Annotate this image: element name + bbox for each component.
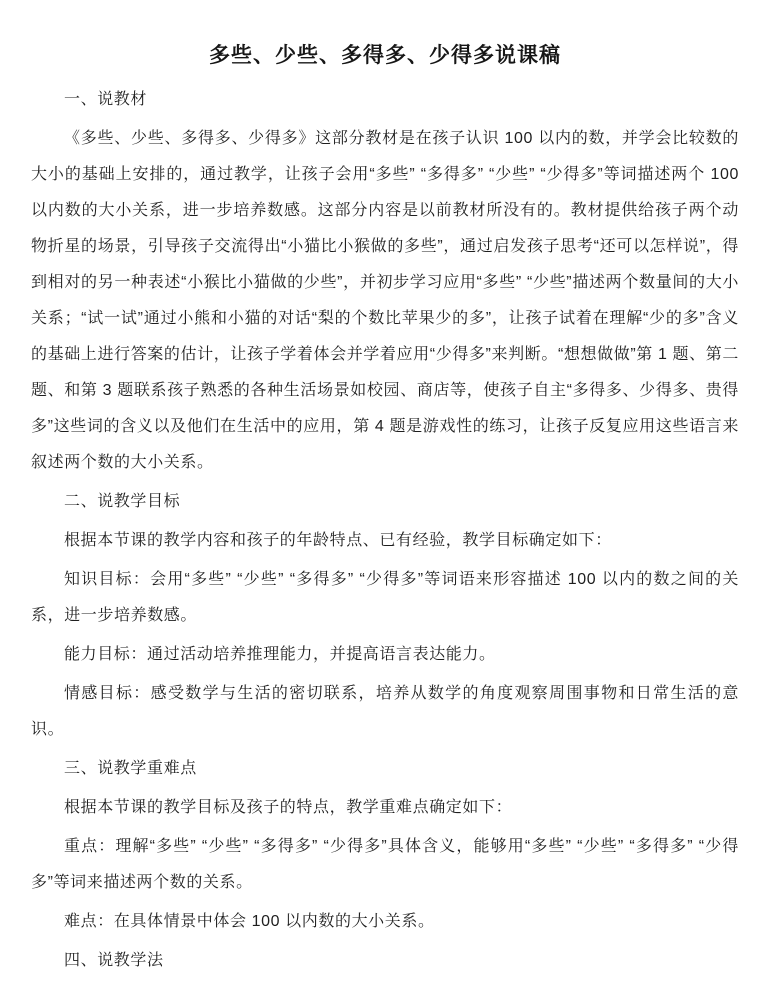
paragraph: 一、说教材 <box>64 91 148 108</box>
paragraph: 难点：在具体情景中体会 100 以内数的大小关系。 <box>64 913 435 930</box>
paragraph: 《多些、少些、多得多、少得多》这部分教材是在孩子认识 100 以内的数，并学会比较数的大小的基础上安排的，通过教学，让孩子会用“多些” “多得多” “少些” “少得多”等词描述两个 100 以内数的大小关系，进一步培养数感。这部分内容是以前教材所没有的。教材提供给孩子两个动物折星的场景，引导孩子交流得出“小猫比小猴做的多些”，通过启发孩子思考“还可以怎样说”，得到相对的另一种表述“小猴比小猫做的少些”，并初步学习应用“多些” “少些”描述两个数量间的大小关系；“试一试”通过小熊和小猫的对话“梨的个数比苹果少的多”，让孩子试着在理解“少的多”含义的基础上进行答案的估计，让孩子学着体会并学着应用“少得多”来判断。“想想做做”第 1 题、第二题、和第 3 题联系孩子熟悉的各种生活场景如校园、商店等，使孩子自主“多得多、少得多、贵得多”这些词的含义以及他们在生活中的应用，第 4 题是游戏性的练习，让孩子反复应用这些语言来叙述两个数的大小关系。 <box>31 130 739 471</box>
paragraph: 四、说教学法 <box>64 952 164 969</box>
page-title: 多些、少些、多得多、少得多说课稿 <box>209 44 561 67</box>
paragraph: 二、说教学目标 <box>64 493 181 510</box>
paragraph: 知识目标：会用“多些” “少些” “多得多” “少得多”等词语来形容描述 100 以内的数之间的关系，进一步培养数感。 <box>31 571 739 624</box>
paragraph: 情感目标：感受数学与生活的密切联系，培养从数学的角度观察周围事物和日常生活的意识。 <box>31 685 739 738</box>
paragraph: 根据本节课的教学目标及孩子的特点，教学重难点确定如下： <box>64 799 513 816</box>
paragraph: 根据本节课的教学内容和孩子的年龄特点、已有经验，教学目标确定如下： <box>64 532 612 549</box>
paragraph: 重点：理解“多些” “少些” “多得多” “少得多”具体含义，能够用“多些” “少些” “多得多” “少得多”等词来描述两个数的关系。 <box>31 838 739 891</box>
paragraph: 三、说教学重难点 <box>64 760 197 777</box>
document-body <box>31 82 739 979</box>
paragraph: 能力目标：通过活动培养推理能力，并提高语言表达能力。 <box>64 646 496 663</box>
